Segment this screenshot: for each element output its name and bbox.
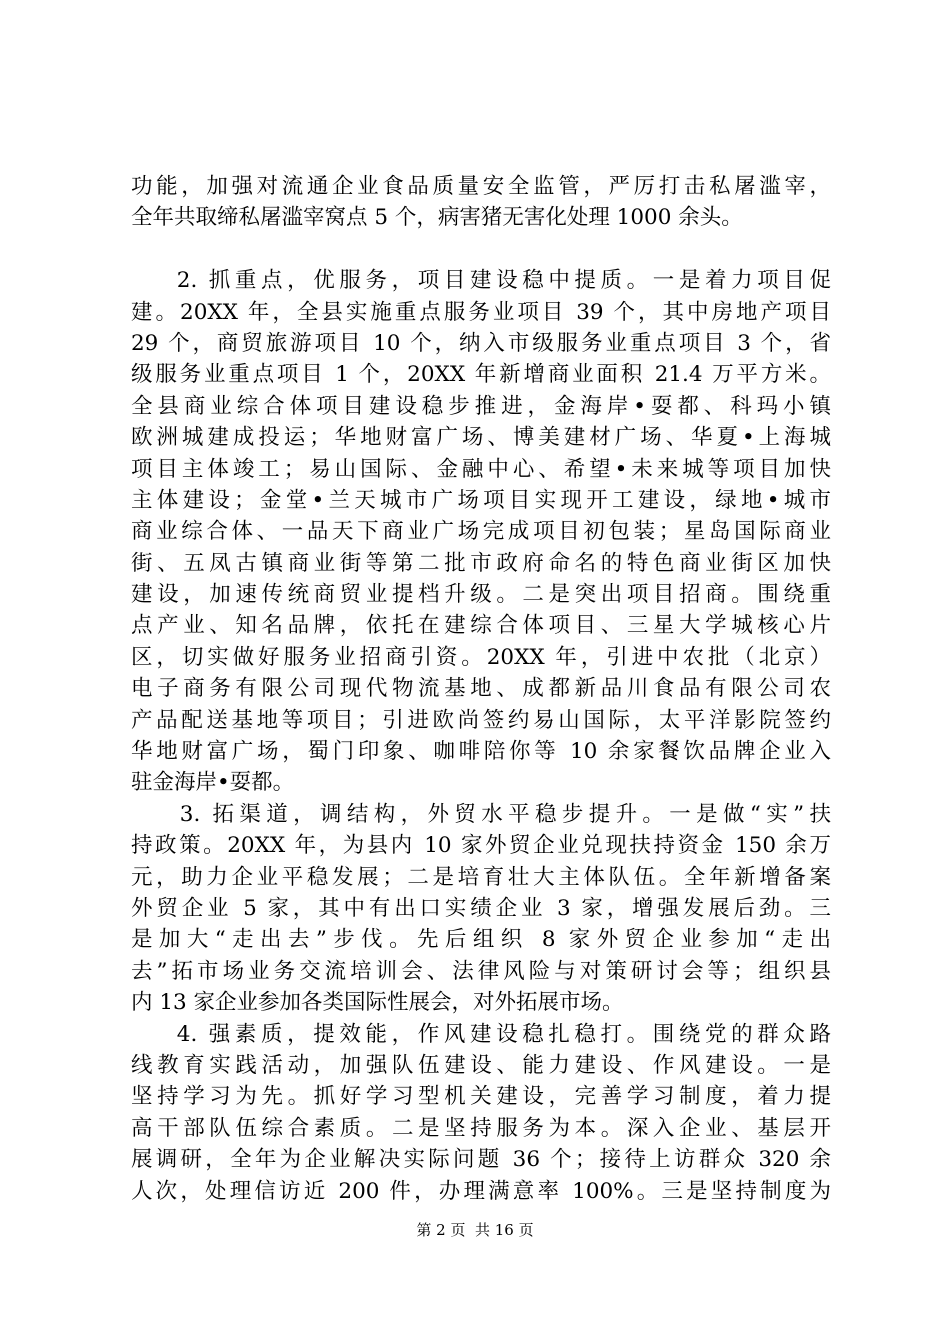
text-line: 人次，处理信访近 200 件，办理满意率 100%。三是坚持制度为 (131, 1178, 831, 1204)
text-line: 内 13 家企业参加各类国际性展会，对外拓展市场。 (131, 990, 624, 1016)
text-line: 去”拓市场业务交流培训会、法律风险与对策研讨会等；组织县 (131, 958, 831, 984)
text-line: 级服务业重点项目 1 个，20XX 年新增商业面积 21.4 万平方米。 (131, 362, 831, 388)
text-line: 建。20XX 年，全县实施重点服务业项目 39 个，其中房地产项目 (131, 299, 831, 325)
text-line: 华地财富广场，蜀门印象、咖啡陪你等 10 余家餐饮品牌企业入 (131, 739, 831, 765)
text-line: 电子商务有限公司现代物流基地、成都新品川食品有限公司农 (131, 676, 831, 702)
text-line: 项目主体竣工；易山国际、金融中心、希望•未来城等项目加快 (131, 456, 831, 482)
text-line: 全年共取缔私屠滥宰窝点 5 个，病害猪无害化处理 1000 余头。 (131, 205, 743, 231)
text-line: 功能，加强对流通企业食品质量安全监管，严厉打击私屠滥宰， (131, 174, 831, 199)
text-line: 展调研，全年为企业解决实际问题 36 个；接待上访群众 320 余 (131, 1147, 831, 1173)
paragraph-gap (131, 234, 831, 265)
text-line: 欧洲城建成投运；华地财富广场、博美建材广场、华夏•上海城 (131, 425, 831, 451)
paragraph-2 (131, 265, 831, 799)
text-line: 外贸企业 5 家，其中有出口实绩企业 3 家，增强发展后劲。三 (131, 895, 831, 921)
text-line: 商业综合体、一品天下商业广场完成项目初包装；星岛国际商业 (131, 519, 831, 545)
text-line: 全县商业综合体项目建设稳步推进，金海岸•耍都、科玛小镇 (131, 393, 831, 419)
text-line: 产品配送基地等项目；引进欧尚签约易山国际，太平洋影院签约 (131, 707, 831, 733)
text-line: 区，切实做好服务业招商引资。20XX 年，引进中农批（北京） (131, 644, 831, 670)
page-number-footer: 第 2 页 共 16 页 (416, 1221, 534, 1239)
text-line: 2. 抓重点，优服务，项目建设稳中提质。一是着力项目促 (131, 268, 831, 294)
text-line: 4. 强素质，提效能，作风建设稳扎稳打。围绕党的群众路 (131, 1021, 831, 1047)
paragraph-1 (131, 171, 831, 234)
paragraph-4 (131, 1019, 831, 1207)
text-line: 建设，加速传统商贸业提档升级。二是突出项目招商。围绕重 (131, 582, 831, 608)
text-line: 3. 拓渠道，调结构，外贸水平稳步提升。一是做“实”扶 (131, 801, 831, 827)
text-line: 元，助力企业平稳发展；二是培育壮大主体队伍。全年新增备案 (131, 864, 831, 890)
text-line: 是加大“走出去”步伐。先后组织 8 家外贸企业参加“走出 (131, 927, 831, 953)
text-line: 29 个，商贸旅游项目 10 个，纳入市级服务业重点项目 3 个，省 (131, 330, 831, 356)
text-line: 高干部队伍综合素质。二是坚持服务为本。深入企业、基层开 (131, 1115, 831, 1141)
text-line: 持政策。20XX 年，为县内 10 家外贸企业兑现扶持资金 150 余万 (131, 833, 831, 859)
text-line: 线教育实践活动，加强队伍建设、能力建设、作风建设。一是 (131, 1052, 831, 1078)
text-line: 坚持学习为先。抓好学习型机关建设，完善学习制度，着力提 (131, 1084, 831, 1110)
document-body (131, 171, 831, 1207)
text-line: 驻金海岸•耍都。 (131, 770, 295, 796)
text-line: 主体建设；金堂•兰天城市广场项目实现开工建设，绿地•城市 (131, 487, 831, 513)
text-line: 点产业、知名品牌，依托在建综合体项目、三星大学城核心片 (131, 613, 831, 639)
text-line: 街、五凤古镇商业街等第二批市政府命名的特色商业街区加快 (131, 550, 831, 576)
paragraph-3 (131, 799, 831, 1019)
